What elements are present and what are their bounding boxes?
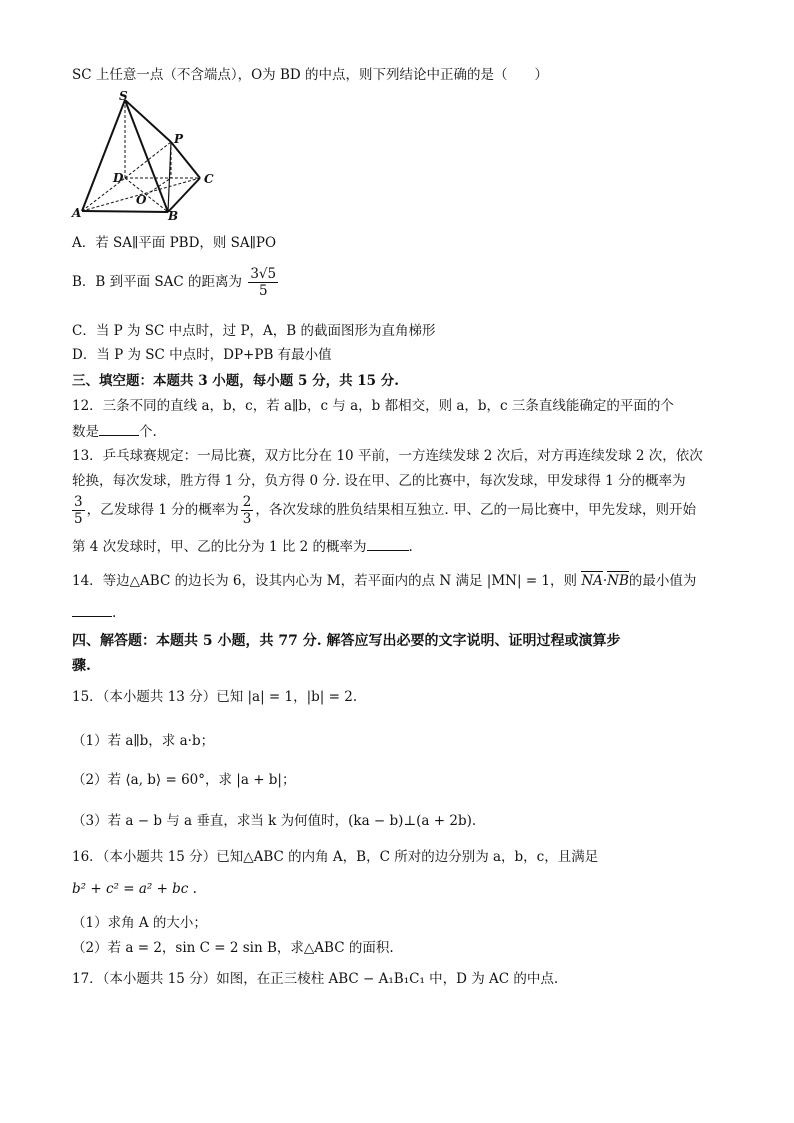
option-b-fraction	[248, 266, 278, 299]
q16-part1-text: （1）求角 A 的大小；	[72, 915, 207, 931]
q12-line2	[72, 423, 157, 441]
q13-period: .	[408, 539, 413, 555]
q14-answer-blank[interactable]	[72, 604, 112, 617]
q13-fraction-1	[72, 494, 85, 527]
q14-vector-nb: NB	[607, 573, 629, 589]
q13-line3	[70, 494, 696, 527]
option-c	[72, 322, 436, 340]
option-d	[72, 346, 332, 364]
q13-answer-blank[interactable]	[367, 538, 409, 551]
q14-period: .	[112, 605, 117, 621]
section-3-text: 三、填空题：本题共 3 小题，每小题 5 分，共 15 分.	[72, 373, 399, 389]
q17-stem-text: 17．（本小题共 15 分）如图，在正三棱柱 ABC − A₁B₁C₁ 中，D 为 AC 的中点.	[72, 971, 559, 987]
q15-stem-text: 15．（本小题共 13 分）已知 |a| = 1，|b| = 2.	[72, 689, 358, 705]
q16-equation	[72, 880, 197, 898]
q15-part1	[72, 732, 214, 750]
q15-part3	[72, 812, 476, 830]
option-c-text: C．当 P 为 SC 中点时，过 P，A，B 的截面图形为直角梯形	[72, 323, 436, 339]
q15-part2	[72, 771, 295, 789]
option-b-denominator: 5	[258, 283, 268, 299]
q15-part3-text: （3）若 a − b 与 a 垂直，求当 k 为何值时，(ka − b)⊥(a + 2b).	[72, 813, 477, 829]
label-O: O	[136, 193, 147, 207]
q13-fraction-2	[241, 494, 254, 527]
q13-frac2-num: 2	[242, 494, 252, 510]
q12-text-2b: 个.	[139, 424, 157, 440]
section-4-text-1: 四、解答题：本题共 5 小题，共 77 分. 解答应写出必要的文字说明、证明过程或演算步	[72, 633, 621, 649]
q16-part2	[72, 939, 394, 957]
q14-mn-condition: |MN| = 1	[486, 573, 551, 589]
q17-stem	[72, 970, 558, 988]
option-a-text: A．若 SA∥平面 PBD，则 SA∥PO	[72, 235, 277, 251]
q14-vector-na: NA	[581, 573, 603, 589]
q13-text-2: 轮换，每次发球，胜方得 1 分，负方得 0 分. 设在甲、乙的比赛中，每次发球，甲发球得 1 分的概率为	[72, 473, 686, 489]
q13-line1	[72, 447, 703, 465]
q13-line2	[72, 472, 686, 490]
label-A: A	[72, 206, 82, 220]
label-P: P	[174, 132, 184, 146]
option-b-text: B．B 到平面 SAC 的距离为	[72, 274, 243, 290]
q16-stem-text: 16．（本小题共 15 分）已知△ABC 的内角 A，B，C 所对的边分别为 a，b，c，且满足	[72, 849, 599, 865]
q14-text-1d: 的最小值为	[628, 573, 697, 589]
section-4-text-2: 骤.	[72, 658, 91, 674]
label-S: S	[119, 90, 128, 103]
intro-text: SC 上任意一点（不含端点），O为 BD 的中点，则下列结论中正确的是（ ）	[72, 67, 549, 83]
q13-text-4: 第 4 次发球时，甲、乙的比分为 1 比 2 的概率为	[72, 539, 367, 555]
q12-text-1: 12．三条不同的直线 a，b，c，若 a∥b，c 与 a，b 都相交，则 a，b，c 三条直线能确定的平面的个	[72, 398, 674, 414]
q13-text-3b: ，各次发球的胜负结果相互独立. 甲、乙的一局比赛中，甲先发球，则开始	[255, 502, 696, 518]
q12-answer-blank[interactable]	[99, 423, 139, 436]
q13-frac1-num: 3	[74, 494, 83, 510]
q13-frac1-den: 5	[74, 511, 83, 527]
q13-text-3a: ，乙发球得 1 分的概率为	[86, 502, 239, 518]
q14-line2	[72, 604, 116, 622]
q14-text-1a: 14．等边△ABC 的边长为 6，设其内心为 M，若平面内的点 N 满足	[72, 573, 483, 589]
option-b	[72, 266, 280, 299]
intro-line	[72, 66, 548, 84]
q15-stem	[72, 688, 357, 706]
label-C: C	[204, 172, 214, 186]
q16-part1	[72, 914, 207, 932]
q14-line1	[72, 572, 696, 590]
option-d-text: D．当 P 为 SC 中点时，DP+PB 有最小值	[72, 347, 332, 363]
q16-part2-text: （2）若 a = 2，sin C = 2 sin B，求△ABC 的面积.	[72, 940, 394, 956]
pyramid-figure	[70, 90, 220, 220]
q12-line1	[72, 397, 674, 415]
section-4-heading-2	[72, 657, 91, 675]
q15-part1-text: （1）若 a∥b，求 a·b；	[72, 733, 215, 749]
option-a	[72, 234, 276, 252]
q13-frac2-den: 3	[242, 511, 252, 527]
q14-dot: ·	[602, 573, 608, 589]
option-b-numerator: 3√5	[250, 266, 277, 282]
section-4-heading-1	[72, 632, 620, 650]
section-3-heading	[72, 372, 399, 390]
q16-stem	[72, 848, 598, 866]
q13-line4	[72, 538, 413, 556]
q12-text-2a: 数是	[72, 424, 99, 440]
q15-part2-text: （2）若 ⟨a, b⟩ = 60°，求 |a + b|；	[72, 772, 296, 788]
q14-text-1c: ，则	[550, 573, 578, 589]
label-D: D	[113, 171, 124, 185]
q13-text-1: 13．乒乓球赛规定：一局比赛，双方比分在 10 平前，一方连续发球 2 次后，对方再连续发球 2 次，依次	[72, 448, 703, 464]
label-B: B	[168, 209, 179, 220]
q16-equation-text: b² + c² = a² + bc .	[72, 881, 197, 897]
